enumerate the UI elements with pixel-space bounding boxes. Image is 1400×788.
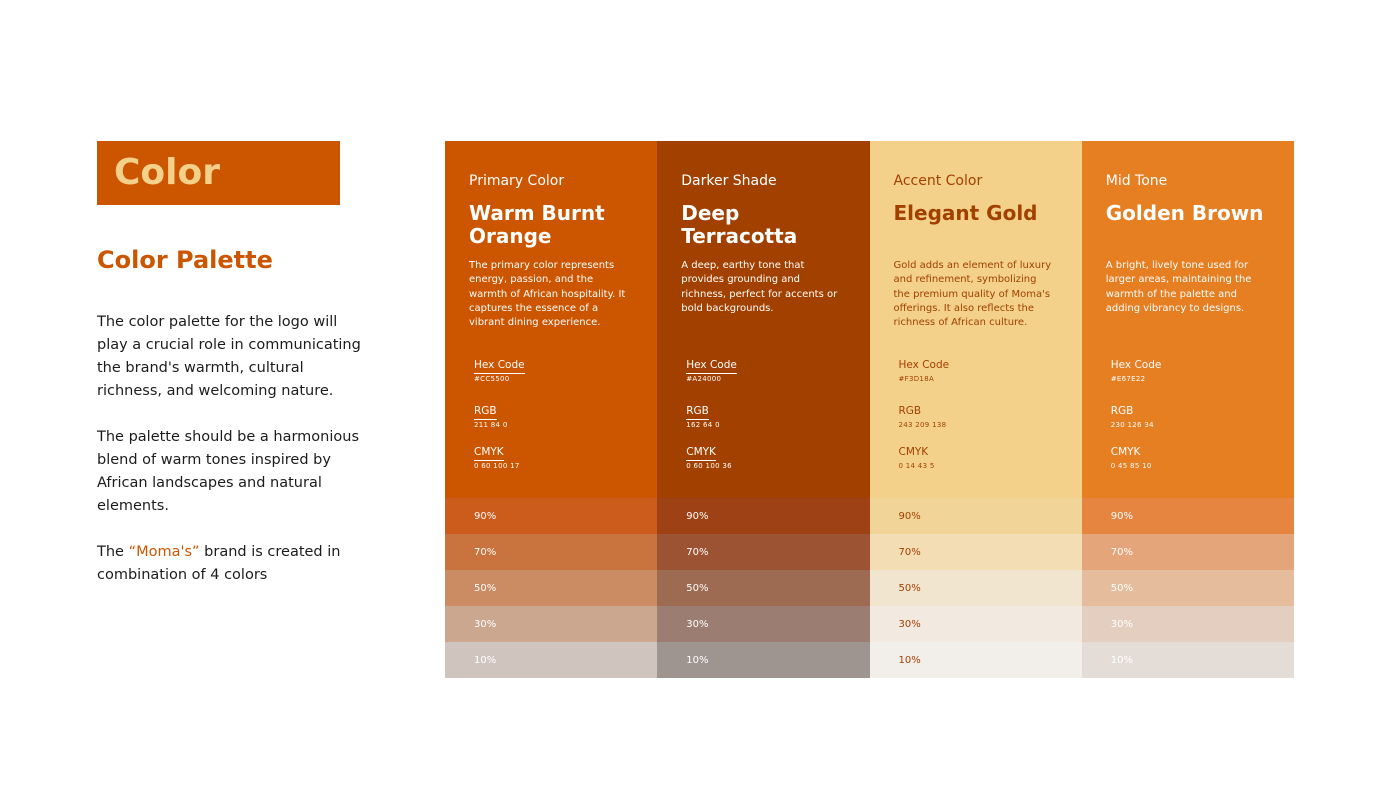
tint-swatch-50 xyxy=(1082,570,1294,606)
tint-swatch-50 xyxy=(657,570,869,606)
color-role-label: Accent Color xyxy=(893,173,983,189)
cmyk-value: 0 14 43 5 xyxy=(898,462,935,470)
intro-paragraph-2: The palette should be a harmonious blend of warm tones inspired by African landscapes and natural elements. xyxy=(97,429,360,514)
hex-code-label: Hex Code xyxy=(1110,359,1162,371)
tint-swatch-90 xyxy=(1082,498,1294,534)
tint-label: 30% xyxy=(686,619,709,630)
color-column-primary xyxy=(445,141,657,678)
tint-label: 50% xyxy=(474,583,497,594)
intro-text-end: brand is created in combination of 4 colors xyxy=(97,544,341,583)
cmyk-label: CMYK xyxy=(686,445,716,461)
tint-swatch-50 xyxy=(870,570,1082,606)
color-role-label: Darker Shade xyxy=(681,173,777,189)
tint-swatch-70 xyxy=(445,534,657,570)
color-swatch xyxy=(870,141,1082,498)
rgb-value: 243 209 138 xyxy=(898,421,947,429)
tint-label: 90% xyxy=(1110,511,1133,522)
rgb-value: 211 84 0 xyxy=(474,421,508,429)
page-title: Color xyxy=(114,152,220,193)
tint-label: 50% xyxy=(898,583,921,594)
color-name: Golden Brown xyxy=(1105,201,1264,225)
rgb-label: RGB xyxy=(898,405,922,417)
hex-code-value: #E67E22 xyxy=(1110,375,1146,383)
cmyk-value: 0 60 100 17 xyxy=(474,462,520,470)
hex-code-label: Hex Code xyxy=(686,358,737,374)
tint-swatch-30 xyxy=(445,606,657,642)
tint-swatch-10 xyxy=(870,642,1082,678)
color-role-label: Mid Tone xyxy=(1105,173,1168,189)
hex-code-value: #CC5500 xyxy=(474,375,510,383)
tint-swatch-50 xyxy=(445,570,657,606)
tint-swatch-90 xyxy=(445,498,657,534)
cmyk-label: CMYK xyxy=(1110,446,1141,458)
tint-label: 70% xyxy=(474,547,497,558)
tint-label: 90% xyxy=(474,511,497,522)
color-column-accent xyxy=(870,141,1082,678)
tint-swatch-70 xyxy=(1082,534,1294,570)
color-palette-grid xyxy=(445,141,1294,678)
tint-label: 30% xyxy=(474,619,497,630)
cmyk-label: CMYK xyxy=(474,445,504,461)
tint-swatch-10 xyxy=(445,642,657,678)
rgb-label: RGB xyxy=(1110,405,1134,417)
color-role-label: Primary Color xyxy=(469,173,565,189)
rgb-label: RGB xyxy=(686,404,709,420)
tint-swatch-70 xyxy=(657,534,869,570)
color-swatch xyxy=(657,141,869,498)
tint-label: 90% xyxy=(686,511,709,522)
intro-paragraph-3 xyxy=(97,541,372,587)
tint-swatch-10 xyxy=(1082,642,1294,678)
color-name: Warm Burnt Orange xyxy=(469,201,605,248)
tint-label: 10% xyxy=(474,655,497,666)
tint-swatch-90 xyxy=(870,498,1082,534)
intro-paragraph-1: The color palette for the logo will play a crucial role in communicating the brand's warmth, cultural richness, and welcoming nature. xyxy=(97,314,361,399)
cmyk-label: CMYK xyxy=(898,446,929,458)
title-box xyxy=(97,141,340,205)
rgb-value: 230 126 34 xyxy=(1110,421,1154,429)
tint-label: 10% xyxy=(686,655,709,666)
rgb-value: 162 64 0 xyxy=(686,421,720,429)
color-description: A bright, lively tone used for larger areas, maintaining the warmth of the palette and adding vibrancy to designs. xyxy=(1105,260,1252,314)
tint-swatch-10 xyxy=(657,642,869,678)
color-column-mid-tone xyxy=(1082,141,1294,678)
cmyk-value: 0 45 85 10 xyxy=(1110,462,1152,470)
brand-name: “Moma's” xyxy=(128,544,200,560)
color-name: Elegant Gold xyxy=(893,201,1038,225)
tint-label: 70% xyxy=(686,547,709,558)
cmyk-value: 0 60 100 36 xyxy=(686,462,732,470)
hex-code-value: #A24000 xyxy=(686,375,722,383)
hex-code-value: #F3D18A xyxy=(898,375,935,383)
color-column-darker-shade xyxy=(657,141,869,678)
tint-label: 90% xyxy=(898,511,921,522)
intro-text-start: The xyxy=(97,544,129,560)
hex-code-label: Hex Code xyxy=(898,359,950,371)
hex-code-label: Hex Code xyxy=(474,358,525,374)
rgb-label: RGB xyxy=(474,404,497,420)
tint-label: 10% xyxy=(1110,655,1133,666)
color-swatch xyxy=(1082,141,1294,498)
tint-swatch-30 xyxy=(870,606,1082,642)
section-title: Color Palette xyxy=(97,246,273,274)
color-swatch xyxy=(445,141,657,498)
color-description: Gold adds an element of luxury and refinement, symbolizing the premium quality of Moma's offerings. It also reflects the richness of African culture. xyxy=(893,260,1052,329)
tint-swatch-30 xyxy=(657,606,869,642)
tint-swatch-70 xyxy=(870,534,1082,570)
tint-swatch-30 xyxy=(1082,606,1294,642)
tint-swatch-90 xyxy=(657,498,869,534)
tint-label: 10% xyxy=(898,655,921,666)
tint-label: 30% xyxy=(1110,619,1133,630)
color-description: The primary color represents energy, passion, and the warmth of African hospitality. It captures the essence of a vibrant dining experience. xyxy=(469,260,626,329)
tint-label: 50% xyxy=(1110,583,1133,594)
tint-label: 70% xyxy=(1110,547,1133,558)
color-description: A deep, earthy tone that provides grounding and richness, perfect for accents or bold backgrounds. xyxy=(681,260,838,314)
tint-label: 30% xyxy=(898,619,921,630)
color-name: Deep Terracotta xyxy=(681,201,798,248)
tint-label: 70% xyxy=(898,547,921,558)
tint-label: 50% xyxy=(686,583,709,594)
